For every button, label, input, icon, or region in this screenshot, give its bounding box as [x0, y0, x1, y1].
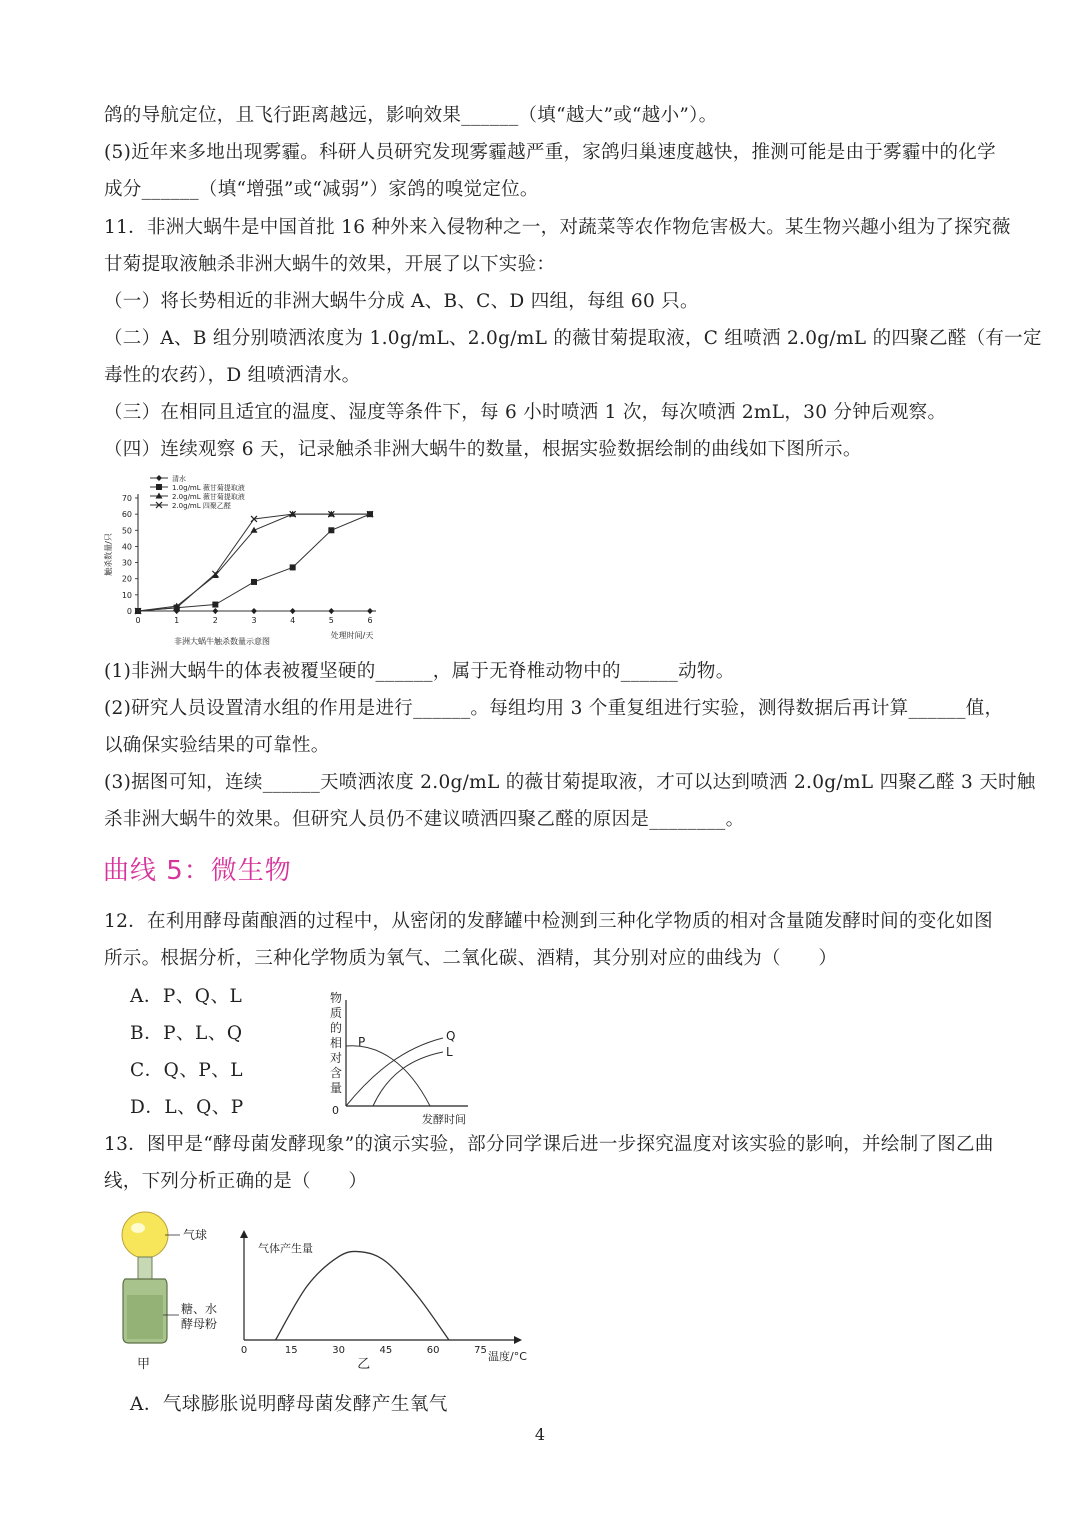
text-line: 所示。根据分析，三种化学物质为氧气、二氧化碳、酒精，其分别对应的曲线为（ ） — [104, 948, 838, 969]
x-tick-label: 4 — [290, 616, 296, 625]
x-tick-label: 60 — [426, 1345, 440, 1356]
origin-label: 0 — [332, 1104, 339, 1117]
point — [156, 475, 162, 481]
y-axis-label: 触杀数量/只 — [104, 533, 113, 576]
x-tick-label: 45 — [379, 1345, 393, 1356]
x-tick-label: 5 — [328, 616, 334, 625]
point — [212, 608, 218, 614]
question-11-2: (2)研究人员设置清水组的作用是进行______。每组均用 3 个重复组进行实验，测得数据后再计算______值， — [104, 698, 1004, 719]
option-c: C．Q、P、L — [130, 1060, 244, 1081]
series-3 — [135, 511, 373, 614]
step-2: （二）A、B 组分别喷洒浓度为 1.0g/mL、2.0g/mL 的薇甘菊提取液，C 组喷洒 2.0g/mL 的四聚乙醛（有一定 — [104, 328, 1042, 349]
gas-temperature-chart — [232, 1228, 552, 1373]
legend-label: 清水 — [172, 475, 186, 483]
y-tick-label: 0 — [126, 607, 132, 616]
section-title: 曲线 5：微生物 — [103, 856, 292, 886]
point — [328, 527, 334, 533]
curve-label-l: L — [446, 1045, 453, 1059]
text-line: 成分______（填“增强”或“减弱”）家鸽的嗅觉定位。 — [104, 179, 539, 200]
bottle-neck — [138, 1257, 152, 1279]
balloon-label: 气球 — [183, 1228, 208, 1242]
y-label-char: 物 — [330, 991, 343, 1005]
balloon-icon — [122, 1212, 168, 1258]
option-b: B．P、L、Q — [130, 1023, 243, 1044]
option-d: D．L、Q、P — [130, 1097, 244, 1118]
y-axis-label: 气体产生量 — [258, 1242, 313, 1255]
y-tick-label: 10 — [121, 590, 132, 600]
series-1 — [135, 511, 373, 614]
fermentation-substance-chart — [318, 988, 478, 1128]
figure-caption-yi: 乙 — [357, 1357, 371, 1372]
question-11-1: (1)非洲大蜗牛的体表被覆坚硬的______，属于无脊椎动物中的______动物。 — [104, 661, 735, 682]
step-4: （四）连续观察 6 天，记录触杀非洲大蜗牛的数量，根据实验数据绘制的曲线如下图所示。 — [104, 439, 862, 460]
legend-label: 2.0g/mL 四聚乙醛 — [172, 502, 231, 510]
x-tick-label: 2 — [212, 616, 218, 625]
series-0 — [135, 608, 373, 614]
text-line: 杀非洲大蜗牛的效果。但研究人员仍不建议喷洒四聚乙醛的原因是________。 — [104, 809, 745, 830]
option-a: A．P、Q、L — [130, 986, 243, 1007]
y-label-char: 相 — [330, 1036, 343, 1050]
contents-label-1: 糖、水 — [181, 1302, 218, 1316]
x-tick-label: 0 — [135, 616, 141, 625]
x-axis-label: 处理时间/天 — [330, 631, 374, 640]
y-tick-label: 20 — [121, 574, 132, 584]
curve-l — [373, 1052, 443, 1106]
legend-label: 2.0g/mL 薇甘菊提取液 — [172, 493, 245, 501]
x-axis-label: 温度/°C — [488, 1350, 527, 1363]
step-3: （三）在相同且适宜的温度、湿度等条件下，每 6 小时喷洒 1 次，每次喷洒 2mL，30 分钟后观察。 — [104, 402, 947, 423]
text-line: 甘菊提取液触杀非洲大蜗牛的效果，开展了以下实验： — [104, 254, 556, 275]
x-axis-label: 发酵时间 — [422, 1113, 466, 1126]
curve-label-p: P — [358, 1035, 366, 1049]
question-11-3: (3)据图可知，连续______天喷洒浓度 2.0g/mL 的薇甘菊提取液，才可以达到喷洒 2.0g/mL 四聚乙醛 3 天时触 — [104, 772, 1036, 793]
question-12-stem: 12．在利用酵母菌酿酒的过程中，从密闭的发酵罐中检测到三种化学物质的相对含量随发酵时间的变化如图 — [104, 911, 993, 932]
point — [367, 608, 373, 614]
y-label-char: 的 — [330, 1021, 343, 1035]
y-label-char: 含 — [330, 1066, 343, 1080]
point — [290, 564, 296, 570]
point — [156, 484, 162, 490]
point — [290, 608, 296, 614]
snail-kill-chart — [100, 468, 400, 650]
point — [251, 608, 257, 614]
gas-curve — [276, 1251, 449, 1340]
curve-label-q: Q — [446, 1029, 456, 1043]
point — [328, 608, 334, 614]
question-11-stem: 11．非洲大蜗牛是中国首批 16 种外来入侵物种之一，对蔬菜等农作物危害极大。某生物兴趣小组为了探究薇 — [104, 217, 1011, 238]
figure-caption-jia: 甲 — [137, 1357, 151, 1372]
series-2 — [135, 511, 374, 614]
x-tick-label: 6 — [367, 616, 373, 625]
legend-label: 1.0g/mL 薇甘菊提取液 — [172, 484, 245, 492]
curve-p — [346, 1046, 430, 1106]
text-line: 线，下列分析正确的是（ ） — [104, 1171, 368, 1192]
y-tick-label: 60 — [121, 510, 132, 520]
question-13-option-a: A．气球膨胀说明酵母菌发酵产生氧气 — [130, 1394, 448, 1415]
page-number: 4 — [534, 1425, 546, 1444]
balloon-highlight — [131, 1223, 145, 1233]
yeast-balloon-apparatus — [105, 1205, 235, 1375]
y-tick-label: 50 — [121, 526, 132, 536]
question-10-5: (5)近年来多地出现雾霾。科研人员研究发现雾霾越严重，家鸽归巢速度越快，推测可能是由于雾霾中的化学 — [104, 142, 996, 163]
y-tick-label: 30 — [121, 558, 132, 568]
point — [212, 602, 218, 608]
x-tick-label: 1 — [174, 616, 180, 625]
x-axis-arrow — [514, 1336, 522, 1344]
text-line: 以确保实验结果的可靠性。 — [104, 735, 330, 756]
y-label-char: 量 — [330, 1081, 343, 1095]
x-tick-label: 75 — [474, 1345, 487, 1356]
y-label-char: 质 — [330, 1006, 343, 1020]
step-1: （一）将长势相近的非洲大蜗牛分成 A、B、C、D 四组，每组 60 只。 — [104, 291, 699, 312]
point — [251, 579, 257, 585]
y-tick-label: 40 — [121, 542, 132, 552]
y-tick-label: 70 — [121, 494, 132, 503]
text-line: 毒性的农药），D 组喷洒清水。 — [104, 365, 361, 386]
y-axis-arrow — [240, 1230, 248, 1238]
bottle-liquid — [127, 1295, 163, 1339]
y-axis-label — [330, 990, 342, 1095]
x-tick-label: 0 — [240, 1345, 248, 1356]
chart-title: 非洲大蜗牛触杀数量示意图 — [174, 637, 270, 646]
x-tick-label: 30 — [332, 1345, 345, 1356]
y-label-char: 对 — [330, 1051, 343, 1065]
question-13-stem: 13．图甲是“酵母菌发酵现象”的演示实验，部分同学课后进一步探究温度对该实验的影响，并绘制了图乙曲 — [104, 1134, 994, 1155]
x-tick-label: 15 — [284, 1345, 298, 1356]
contents-label-2: 酵母粉 — [181, 1317, 218, 1331]
x-tick-label: 3 — [251, 616, 257, 625]
text-line: 鸽的导航定位，且飞行距离越远，影响效果______（填“越大”或“越小”）。 — [104, 105, 718, 126]
